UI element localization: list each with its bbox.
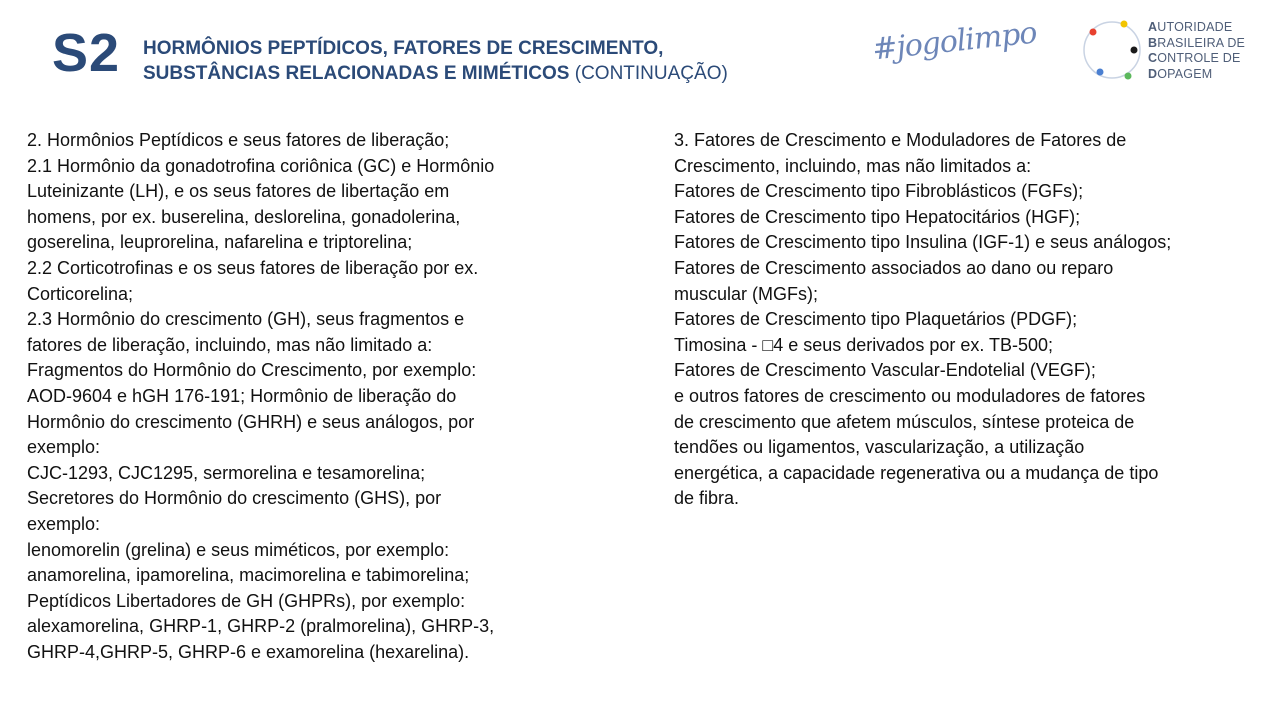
slide-header <box>0 0 1280 110</box>
abcd-logo <box>1080 14 1270 90</box>
text-line: Fatores de Crescimento tipo Plaquetários (PDGF); <box>674 309 1078 330</box>
text-line: fatores de liberação, incluindo, mas não limitado a: <box>27 334 433 355</box>
logo-line-3: CONTROLE DE <box>1148 51 1241 65</box>
text-line: Crescimento, incluindo, mas não limitados a: <box>674 155 1032 176</box>
logo-dot-yellow <box>1121 21 1128 28</box>
right-text-column <box>674 128 1249 512</box>
text-line: homens, por ex. buserelina, deslorelina, gonadolerina, <box>27 206 461 227</box>
title-line-2-bold: SUBSTÂNCIAS RELACIONADAS E MIMÉTICOS <box>143 63 570 84</box>
title-line-1: HORMÔNIOS PEPTÍDICOS, FATORES DE CRESCIMENTO, <box>143 38 664 59</box>
text-line: Fatores de Crescimento tipo Fibroblásticos (FGFs); <box>674 181 1084 202</box>
logo-line-4: DOPAGEM <box>1148 66 1213 81</box>
text-line: Fatores de Crescimento tipo Hepatocitários (HGF); <box>674 206 1081 227</box>
logo-dot-green <box>1125 73 1132 80</box>
logo-line-2: BRASILEIRA DE <box>1148 35 1246 50</box>
text-line: exemplo: <box>27 437 101 458</box>
text-line: Fatores de Crescimento tipo Insulina (IGF-1) e seus análogos; <box>674 232 1172 253</box>
slide-title <box>143 36 843 86</box>
text-line: goserelina, leuprorelina, nafarelina e triptorelina; <box>27 232 413 253</box>
logo-wordmark <box>1148 20 1268 82</box>
text-line: lenomorelin (grelina) e seus miméticos, por exemplo: <box>27 539 450 560</box>
text-line: 2.3 Hormônio do crescimento (GH), seus fragmentos e <box>27 309 465 330</box>
text-line: Secretores do Hormônio do crescimento (GHS), por <box>27 488 442 509</box>
text-line: 2. Hormônios Peptídicos e seus fatores de liberação; <box>27 130 450 150</box>
text-line: energética, a capacidade regenerativa ou a mudança de tipo <box>674 462 1159 483</box>
abcd-logo-mark-icon <box>1080 14 1146 86</box>
text-line: 2.2 Corticotrofinas e os seus fatores de liberação por ex. <box>27 257 479 278</box>
text-line: Fragmentos do Hormônio do Crescimento, por exemplo: <box>27 360 477 381</box>
text-line: muscular (MGFs); <box>674 283 818 304</box>
text-line: tendões ou ligamentos, vascularização, a utilização <box>674 437 1085 458</box>
text-line: Luteinizante (LH), e os seus fatores de libertação em <box>27 181 450 202</box>
text-line: Peptídicos Libertadores de GH (GHPRs), por exemplo: <box>27 590 466 611</box>
text-line: AOD-9604 e hGH 176-191; Hormônio de liberação do <box>27 385 457 406</box>
text-line: exemplo: <box>27 513 101 534</box>
logo-dot-red <box>1090 29 1097 36</box>
text-line: e outros fatores de crescimento ou moduladores de fatores <box>674 385 1146 406</box>
text-line: CJC-1293, CJC1295, sermorelina e tesamorelina; <box>27 462 426 483</box>
logo-dot-black <box>1131 47 1138 54</box>
left-text-column <box>27 128 587 665</box>
text-line: Timosina - □4 e seus derivados por ex. TB-500; <box>674 334 1054 355</box>
text-line: 3. Fatores de Crescimento e Moduladores de Fatores de <box>674 130 1127 150</box>
title-line-2 <box>143 61 843 86</box>
logo-line-1: AUTORIDADE <box>1148 20 1233 34</box>
title-line-2-light: (CONTINUAÇÃO) <box>569 63 728 84</box>
text-line: Hormônio do crescimento (GHRH) e seus análogos, por <box>27 411 475 432</box>
text-line: GHRP-4,GHRP-5, GHRP-6 e examorelina (hexarelina). <box>27 641 470 662</box>
logo-dot-blue <box>1097 69 1104 76</box>
section-code: S2 <box>52 23 121 83</box>
text-line: Corticorelina; <box>27 283 134 304</box>
text-line: Fatores de Crescimento associados ao dano ou reparo <box>674 257 1114 278</box>
text-line: 2.1 Hormônio da gonadotrofina coriônica (GC) e Hormônio <box>27 155 495 176</box>
text-line: de crescimento que afetem músculos, síntese proteica de <box>674 411 1135 432</box>
text-line: de fibra. <box>674 488 740 509</box>
text-line: Fatores de Crescimento Vascular-Endotelial (VEGF); <box>674 360 1096 381</box>
text-line: alexamorelina, GHRP-1, GHRP-2 (pralmorelina), GHRP-3, <box>27 616 495 637</box>
text-line: anamorelina, ipamorelina, macimorelina e tabimorelina; <box>27 565 470 586</box>
jogolimpo-hashtag: #jogolimpo <box>870 15 1039 68</box>
